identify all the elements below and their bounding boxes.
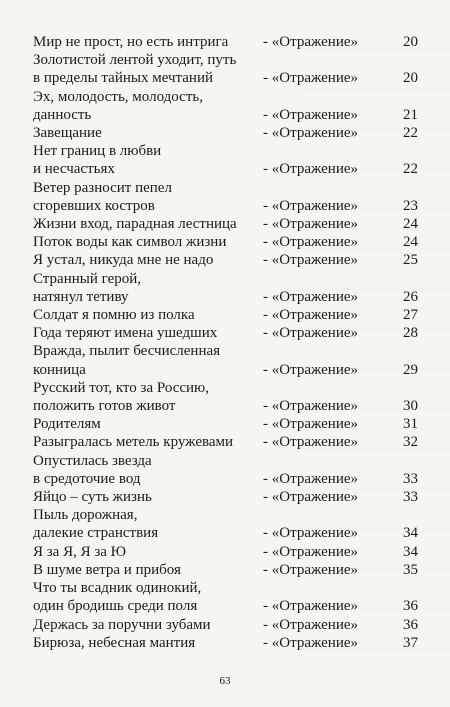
entry-source: - «Отражение» [263, 161, 359, 178]
entry-page: 32 [403, 434, 418, 451]
entry-title [33, 88, 253, 124]
entry-page: 28 [403, 325, 418, 342]
entry-title [33, 616, 253, 634]
entry-title [33, 124, 253, 142]
entry-source: - «Отражение» [263, 398, 359, 415]
entry-title-line: Я устал, никуда мне не надо [33, 252, 214, 269]
toc-entry [33, 88, 418, 124]
toc-entry [33, 452, 418, 488]
entry-title-line: натянул тетиву [33, 288, 129, 305]
entry-source: - «Отражение» [263, 634, 359, 651]
entry-title-line: Золотистой лентой уходит, путь [33, 52, 237, 69]
entry-title [33, 51, 253, 87]
toc-entry [33, 124, 418, 142]
entry-title-line: в средоточие вод [33, 470, 141, 487]
entry-title-line: в пределы тайных мечтаний [33, 70, 213, 87]
toc-entry [33, 561, 418, 579]
entry-page: 24 [403, 234, 418, 251]
toc-entry [33, 379, 418, 415]
entry-title [33, 251, 253, 269]
entry-title-line: Я за Я, Я за Ю [33, 543, 127, 560]
entry-title [33, 415, 253, 433]
entry-source: - «Отражение» [263, 307, 359, 324]
toc-entry [33, 33, 418, 51]
entry-page: 35 [403, 561, 418, 578]
toc-entry [33, 324, 418, 342]
entry-title [33, 579, 253, 615]
toc-entry [33, 579, 418, 615]
entry-title-line: Завещание [33, 125, 102, 142]
entry-page: 22 [403, 161, 418, 178]
entry-page: 33 [403, 470, 418, 487]
entry-source: - «Отражение» [263, 470, 359, 487]
toc-entry [33, 233, 418, 251]
entry-title-line: Разыгралась метель кружевами [33, 434, 234, 451]
entry-title [33, 452, 253, 488]
entry-page: 25 [403, 252, 418, 269]
entry-page: 20 [403, 70, 418, 87]
toc-entry [33, 342, 418, 378]
entry-title-line: и несчастьях [33, 161, 115, 178]
entry-title-line: Яйцо – суть жизнь [33, 489, 152, 506]
toc-entry [33, 251, 418, 269]
entry-title [33, 342, 253, 378]
entry-page: 34 [403, 525, 418, 542]
entry-source: - «Отражение» [263, 434, 359, 451]
toc-entry [33, 488, 418, 506]
table-of-contents [33, 33, 418, 652]
entry-title-line: Года теряют имена ушедших [33, 325, 218, 342]
entry-title [33, 324, 253, 342]
toc-entry [33, 634, 418, 652]
toc-entry [33, 616, 418, 634]
entry-title [33, 506, 253, 542]
entry-title [33, 233, 253, 251]
entry-page: 23 [403, 197, 418, 214]
entry-title-line: Нет границ в любви [33, 143, 162, 160]
entry-page: 36 [403, 616, 418, 633]
entry-title-line: Пыль дорожная, [33, 507, 138, 524]
entry-page: 36 [403, 598, 418, 615]
entry-page: 30 [403, 398, 418, 415]
entry-source: - «Отражение» [263, 106, 359, 123]
entry-title [33, 270, 253, 306]
entry-source: - «Отражение» [263, 34, 359, 50]
entry-title-line: сгоревших костров [33, 197, 155, 214]
entry-title-line: один бродишь среди поля [33, 598, 198, 615]
toc-entry [33, 415, 418, 433]
entry-source: - «Отражение» [263, 234, 359, 251]
entry-source: - «Отражение» [263, 525, 359, 542]
entry-title [33, 543, 253, 561]
entry-title [33, 561, 253, 579]
entry-title-line: Что ты всадник одинокий, [33, 580, 202, 597]
entry-title-line: Мир не прост, но есть интрига [33, 34, 229, 50]
toc-entry [33, 506, 418, 542]
entry-page: 27 [403, 307, 418, 324]
entry-source: - «Отражение» [263, 216, 359, 233]
entry-page: 26 [403, 288, 418, 305]
entry-page: 24 [403, 216, 418, 233]
entry-source: - «Отражение» [263, 616, 359, 633]
entry-title-line: Родителям [33, 416, 101, 433]
entry-title-line: Опустилась звезда [33, 452, 152, 469]
entry-title-line: положить готов живот [33, 398, 176, 415]
entry-title-line: Поток воды как символ жизни [33, 234, 227, 251]
entry-title-line: Ветер разносит пепел [33, 179, 172, 196]
toc-entry [33, 433, 418, 451]
entry-source: - «Отражение» [263, 70, 359, 87]
entry-title [33, 488, 253, 506]
toc-entry [33, 142, 418, 178]
toc-entry [33, 270, 418, 306]
entry-title-line: далекие странствия [33, 525, 159, 542]
entry-title [33, 215, 253, 233]
entry-page: 37 [403, 634, 418, 651]
entry-title-line: данность [33, 106, 92, 123]
toc-entry [33, 51, 418, 87]
entry-title [33, 142, 253, 178]
toc-entry [33, 179, 418, 215]
entry-source: - «Отражение» [263, 416, 359, 433]
entry-title-line: Солдат я помню из полка [33, 307, 195, 324]
entry-page: 21 [403, 106, 418, 123]
entry-title-line: Держась за поручни зубами [33, 616, 211, 633]
entry-page: 22 [403, 125, 418, 142]
entry-source: - «Отражение» [263, 543, 359, 560]
entry-page: 29 [403, 361, 418, 378]
entry-title-line: Жизни вход, парадная лестница [33, 216, 237, 233]
entry-page: 20 [403, 34, 418, 50]
entry-title-line: конница [33, 361, 86, 378]
entry-source: - «Отражение» [263, 325, 359, 342]
entry-source: - «Отражение» [263, 288, 359, 305]
entry-title [33, 306, 253, 324]
entry-page: 31 [403, 416, 418, 433]
entry-title-line: Вражда, пылит бесчисленная [33, 343, 221, 360]
entry-source: - «Отражение» [263, 598, 359, 615]
entry-source: - «Отражение» [263, 489, 359, 506]
entry-title [33, 179, 253, 215]
toc-entry [33, 306, 418, 324]
page-number: 63 [219, 675, 231, 687]
entry-title [33, 634, 253, 652]
entry-page: 34 [403, 543, 418, 560]
entry-title [33, 433, 253, 451]
entry-source: - «Отражение» [263, 361, 359, 378]
entry-title-line: Странный герой, [33, 270, 142, 287]
entry-source: - «Отражение» [263, 252, 359, 269]
entry-page: 33 [403, 489, 418, 506]
entry-title-line: Эх, молодость, молодость, [33, 88, 203, 105]
entry-title [33, 379, 253, 415]
entry-source: - «Отражение» [263, 561, 359, 578]
entry-source: - «Отражение» [263, 197, 359, 214]
toc-entry [33, 215, 418, 233]
entry-title [33, 33, 253, 51]
entry-title-line: В шуме ветра и прибоя [33, 561, 181, 578]
entry-source: - «Отражение» [263, 125, 359, 142]
entry-title-line: Русский тот, кто за Россию, [33, 379, 210, 396]
toc-entry [33, 543, 418, 561]
entry-title-line: Бирюза, небесная мантия [33, 634, 196, 651]
